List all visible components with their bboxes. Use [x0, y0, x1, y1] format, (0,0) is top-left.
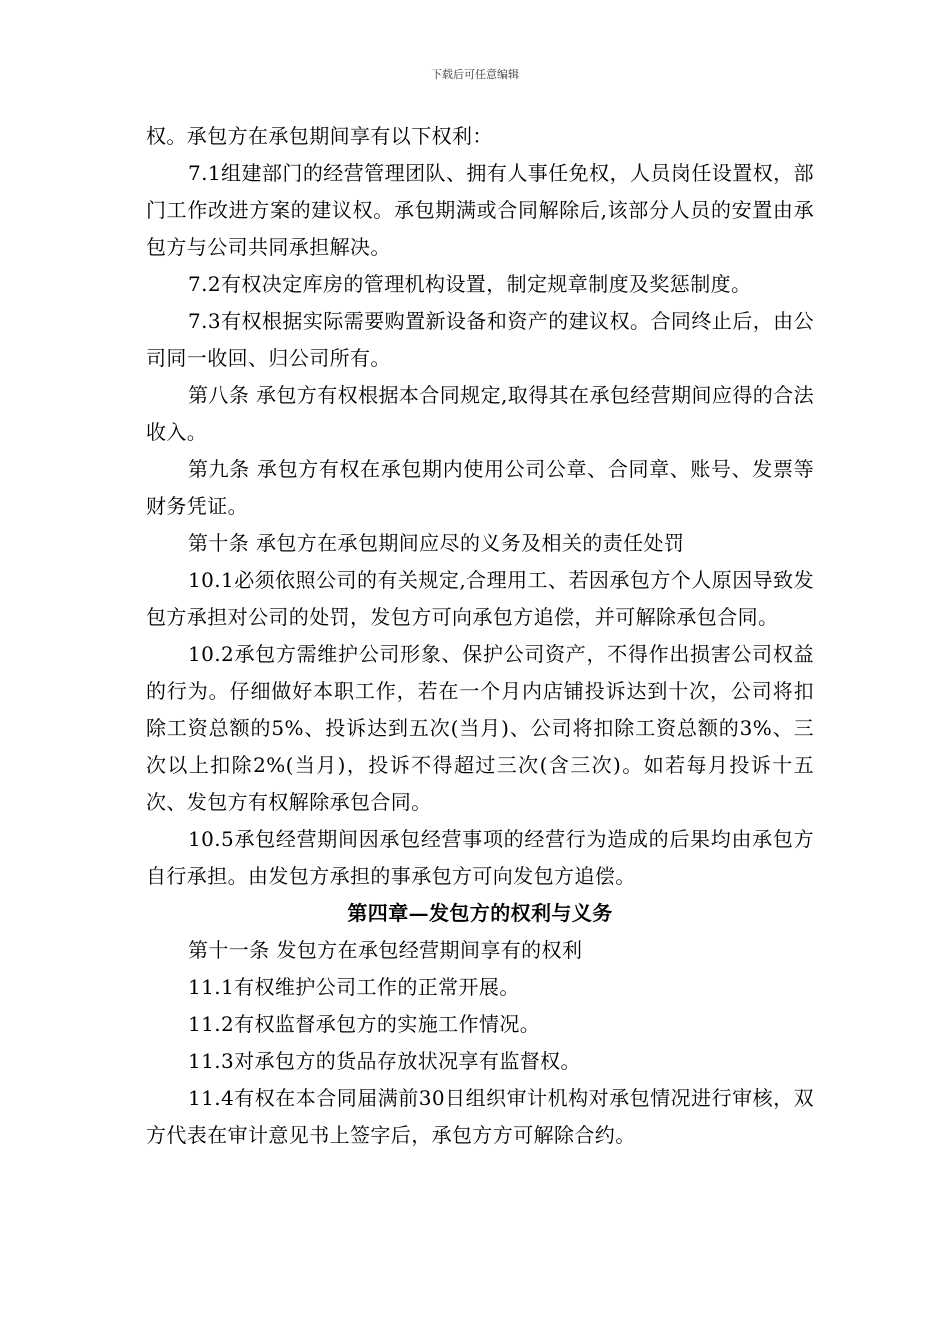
- paragraph: 权。承包方在承包期间享有以下权利：: [146, 124, 493, 148]
- paragraph: 7.1组建部门的经营管理团队、拥有人事任免权，人员岗任设置权，部门工作改进方案的建议权。承包期满或合同解除后,该部分人员的安置由承包方与公司共同承担解决。: [146, 161, 814, 259]
- chapter-title: 第四章—发包方的权利与义务: [347, 901, 613, 925]
- paragraph: 11.4有权在本合同届满前30日组织审计机构对承包情况进行审核，双方代表在审计意见书上签字后，承包方方可解除合约。: [146, 1086, 814, 1147]
- paragraph: 第九条 承包方有权在承包期内使用公司公章、合同章、账号、发票等财务凭证。: [146, 457, 814, 518]
- paragraph: 7.3有权根据实际需要购置新设备和资产的建议权。合同终止后，由公司同一收回、归公司所有。: [146, 309, 814, 370]
- paragraph: 10.2承包方需维护公司形象、保护公司资产，不得作出损害公司权益的行为。仔细做好本职工作，若在一个月内店铺投诉达到十次，公司将扣除工资总额的5%、投诉达到五次(当月)、公司将扣除工资总额的3%、三次以上扣除2%(当月)，投诉不得超过三次(含三次)。如若每月投诉十五次、发包方有权解除承包合同。: [146, 642, 814, 814]
- paragraph: 10.5承包经营期间因承包经营事项的经营行为造成的后果均由承包方自行承担。由发包方承担的事承包方可向发包方追偿。: [146, 827, 814, 888]
- document-body: [146, 118, 814, 1154]
- paragraph: 11.1有权维护公司工作的正常开展。: [188, 975, 520, 999]
- header-note: 下载后可任意编辑: [431, 68, 519, 81]
- paragraph: 10.1必须依照公司的有关规定,合理用工、若因承包方个人原因导致发包方承担对公司的处罚，发包方可向承包方追偿，并可解除承包合同。: [146, 568, 814, 629]
- paragraph: 第八条 承包方有权根据本合同规定,取得其在承包经营期间应得的合法收入。: [146, 383, 814, 444]
- paragraph: 11.3对承包方的货品存放状况享有监督权。: [188, 1049, 581, 1073]
- paragraph: 第十一条 发包方在承包经营期间享有的权利: [188, 938, 583, 962]
- paragraph: 第十条 承包方在承包期间应尽的义务及相关的责任处罚: [188, 531, 685, 555]
- paragraph: 11.2有权监督承包方的实施工作情况。: [188, 1012, 541, 1036]
- paragraph: 7.2有权决定库房的管理机构设置，制定规章制度及奖惩制度。: [188, 272, 752, 296]
